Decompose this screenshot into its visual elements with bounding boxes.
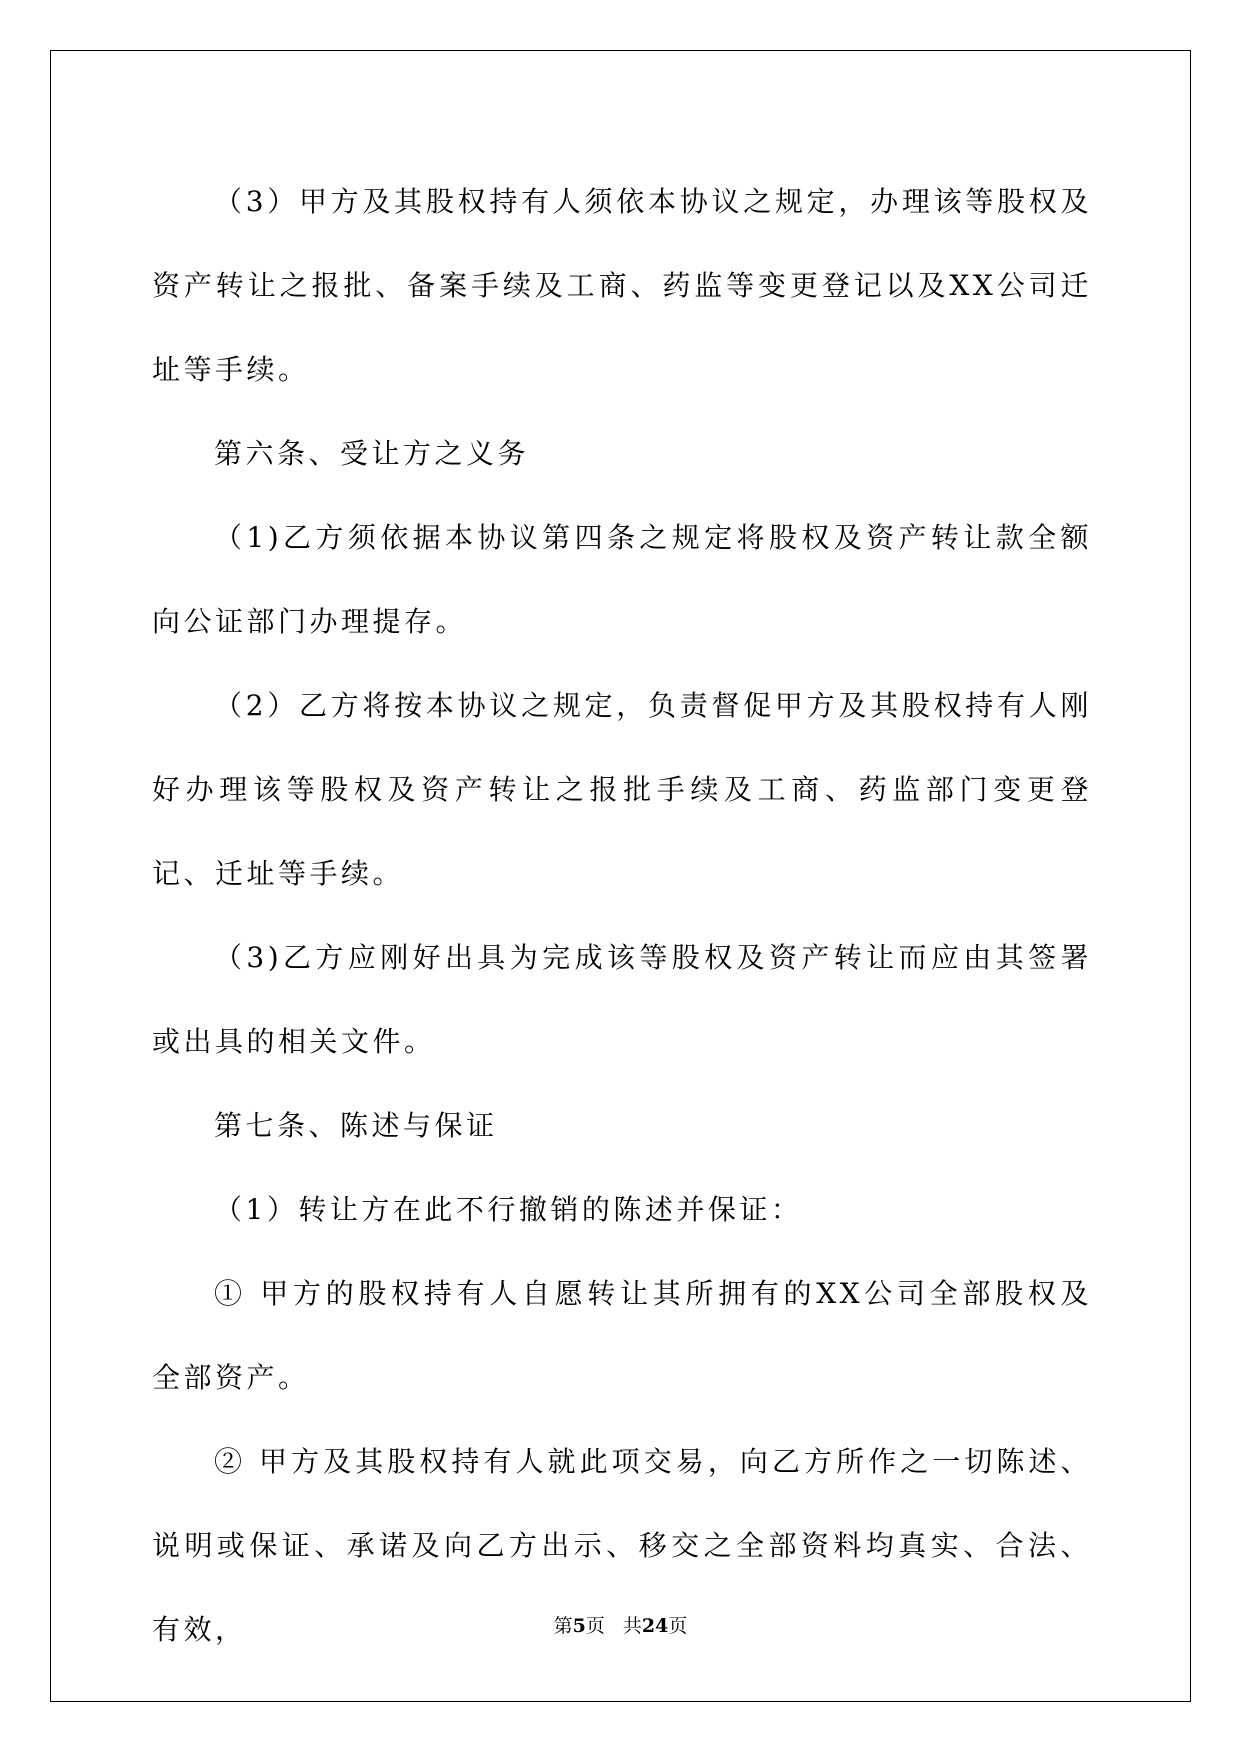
footer-page-prefix: 第 [553,1615,573,1637]
paragraph: ① 甲方的股权持有人自愿转让其所拥有的XX公司全部股权及全部资产。 [152,1277,1092,1394]
paragraph: （3）甲方及其股权持有人须依本协议之规定，办理该等股权及资产转让之报批、备案手续及工商、药监等变更登记以及XX公司迁址等手续。 [152,185,1092,386]
footer-page-number: 5 [572,1615,586,1637]
footer-total-prefix: 共 [622,1615,642,1637]
section-heading: 第七条、陈述与保证 [214,1109,498,1142]
paragraph: ② 甲方及其股权持有人就此项交易，向乙方所作之一切陈述、说明或保证、承诺及向乙方出示、移交之全部资料均真实、合法、有效， [152,1445,1092,1646]
footer-total-suffix: 页 [668,1615,688,1637]
page-footer [0,1614,1241,1638]
footer-total-pages: 24 [641,1615,669,1637]
paragraph: （1)乙方须依据本协议第四条之规定将股权及资产转让款全额向公证部门办理提存。 [152,521,1092,638]
paragraph: （1）转让方在此不行撤销的陈述并保证： [214,1193,803,1226]
section-heading: 第六条、受让方之义务 [214,437,530,470]
paragraph: （3)乙方应刚好出具为完成该等股权及资产转让而应由其签署或出具的相关文件。 [152,941,1092,1058]
paragraph: （2）乙方将按本协议之规定，负责督促甲方及其股权持有人刚好办理该等股权及资产转让之报批手续及工商、药监部门变更登记、迁址等手续。 [152,689,1092,890]
footer-page-suffix: 页 [585,1615,605,1637]
document-body [152,160,1092,1672]
